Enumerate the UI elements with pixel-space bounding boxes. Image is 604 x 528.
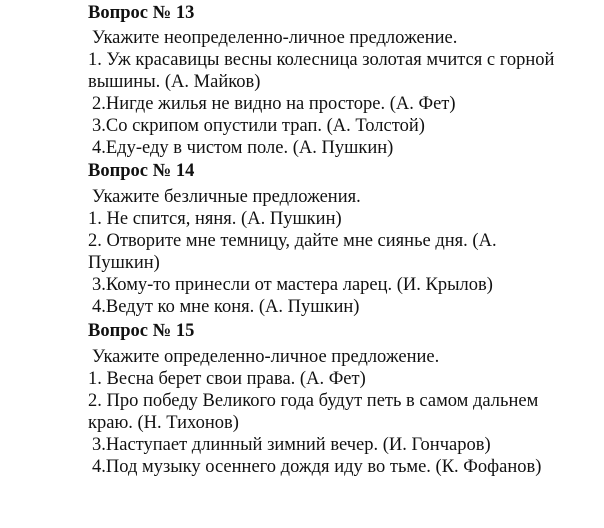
question-15-option-1: 1. Весна берет свои права. (А. Фет) [88, 369, 366, 389]
question-14-option-2-line-1: 2. Отворите мне темницу, дайте мне сиянье дня. (А. [88, 231, 497, 251]
question-14-option-3: 3.Кому-то принесли от мастера ларец. (И. Крылов) [92, 275, 493, 295]
question-15-prompt: Укажите определенно-личное предложение. [92, 347, 440, 367]
question-14-option-2-line-2: Пушкин) [88, 253, 160, 273]
question-13-option-1-line-1: 1. Уж красавицы весны колесница золотая мчится с горной [88, 50, 555, 70]
question-15-option-4: 4.Под музыку осеннего дождя иду во тьме. (К. Фофанов) [92, 457, 542, 477]
question-14-option-1: 1. Не спится, няня. (А. Пушкин) [88, 209, 342, 229]
question-13-option-2: 2.Нигде жилья не видно на просторе. (А. Фет) [92, 94, 456, 114]
question-14-option-4: 4.Ведут ко мне коня. (А. Пушкин) [92, 297, 360, 317]
question-15-option-2-line-1: 2. Про победу Великого года будут петь в самом дальнем [88, 391, 539, 411]
question-13-option-3: 3.Со скрипом опустили трап. (А. Толстой) [92, 116, 425, 136]
question-15-option-2-line-2: краю. (Н. Тихонов) [88, 413, 239, 433]
question-13-prompt: Укажите неопределенно-личное предложение. [92, 28, 458, 48]
question-14-prompt: Укажите безличные предложения. [92, 187, 361, 207]
question-15-heading: Вопрос № 15 [88, 321, 195, 341]
question-13-option-4: 4.Еду-еду в чистом поле. (А. Пушкин) [92, 138, 394, 158]
question-14-heading: Вопрос № 14 [88, 161, 195, 181]
question-13-heading: Вопрос № 13 [88, 3, 195, 23]
question-15-option-3: 3.Наступает длинный зимний вечер. (И. Гончаров) [92, 435, 491, 455]
question-13-option-1-line-2: вышины. (А. Майков) [88, 72, 261, 92]
